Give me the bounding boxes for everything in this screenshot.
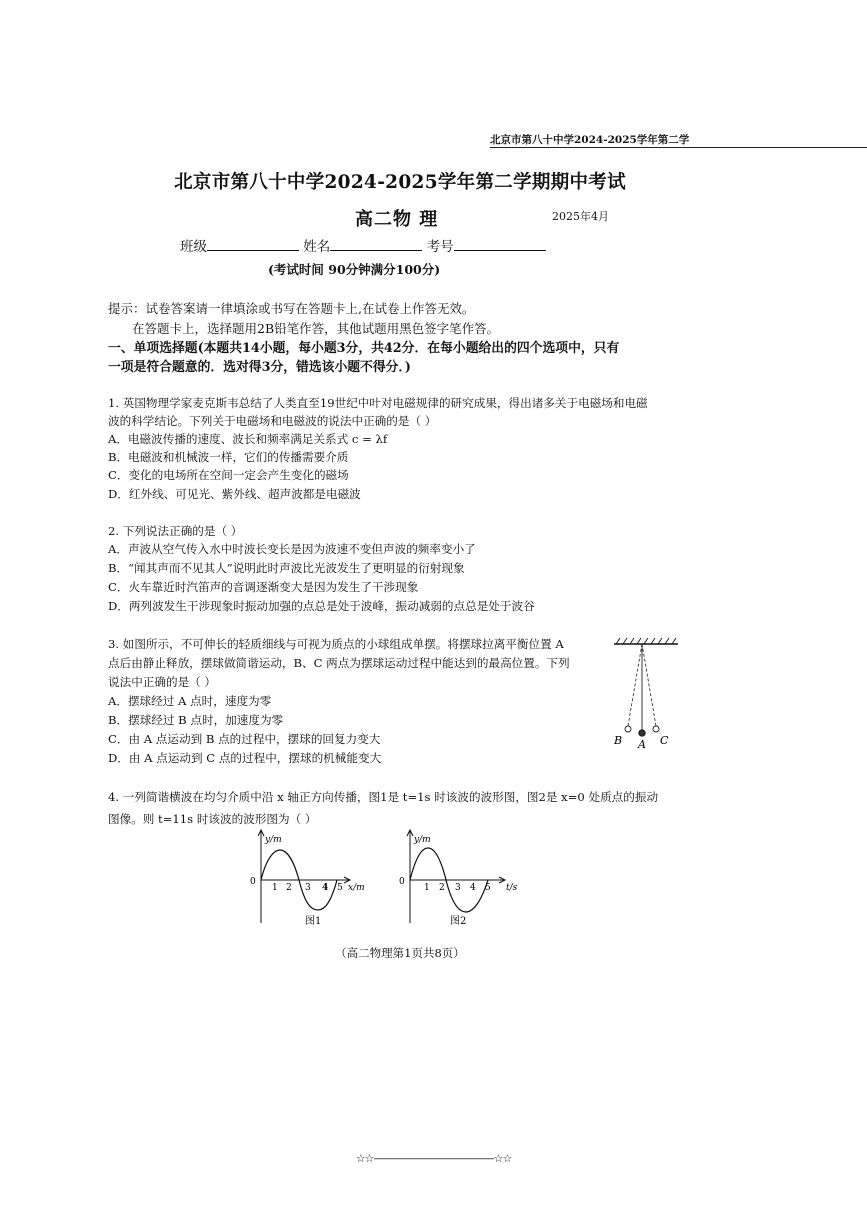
pendulum-label-c: C [660,734,669,747]
section-heading-line-2: 一项是符合题意的．选对得3分，错选该小题不得分．) [108,360,411,375]
graph1-tick-5: 5 [337,883,343,893]
class-label: 班级 [180,239,207,255]
question-4-stem-line-1: 4. 一列简谐横波在均匀介质中沿 x 轴正方向传播，图1是 t=1s 时该波的波形图，图2是 x=0 处质点的振动 [108,790,659,804]
graph1-caption: 图1 [305,916,322,927]
wave-graph-1 [245,828,365,928]
name-blank [330,238,422,251]
graph1-origin-label: 0 [250,877,256,887]
subject-heading: 高二物 理 [355,209,439,230]
bottom-star-divider: ☆☆————————————☆☆ [355,1152,512,1165]
wave-graph-2 [398,828,523,928]
question-1-option-a: A．电磁波传播的速度、波长和频率满足关系式 c = λf [108,432,388,446]
tip-line-2: 在答题卡上，选择题用2B铅笔作答，其他试题用黑色签字笔作答。 [132,321,500,336]
class-blank [207,238,299,251]
ball-position-a [639,730,645,736]
graph1-tick-1: 1 [272,883,278,893]
question-1-option-c: C．变化的电场所在空间一定会产生变化的磁场 [108,468,349,482]
string-to-c [642,644,656,726]
pendulum-label-a: A [638,738,646,751]
id-label: 考号 [426,239,454,255]
exam-title: 北京市第八十中学2024-2025学年第二学期期中考试 [174,172,626,193]
question-3-stem-line-3: 说法中正确的是（ ） [108,675,217,689]
ball-position-c [653,726,659,732]
page-footer: （高二物理第1页共8页） [335,946,465,960]
student-info-line [180,235,546,255]
pendulum-label-b: B [614,734,623,747]
question-3-option-b: B．摆球经过 B 点时，加速度为零 [108,713,284,727]
question-1-option-b: B．电磁波和机械波一样，它们的传播需要介质 [108,450,349,464]
question-2-option-c: C．火车靠近时汽笛声的音调逐渐变大是因为发生了干涉现象 [108,580,419,594]
string-to-b [628,644,642,726]
name-label: 姓名 [303,239,331,255]
graph2-tick-5: 5 [485,883,491,893]
graph1-y-label: y/m [265,835,282,845]
question-2-option-b: B．“闻其声而不见其人”说明此时声波比光波发生了更明显的衍射现象 [108,561,465,575]
graph2-tick-2: 2 [439,883,445,893]
question-3-option-d: D．由 A 点运动到 C 点的过程中，摆球的机械能变大 [108,751,382,765]
pendulum-diagram [606,638,686,753]
graph2-tick-4: 4 [470,883,476,893]
graph2-y-label: y/m [414,835,431,845]
graph1-tick-3: 3 [305,883,311,893]
tip-line-1: 提示：试卷答案请一律填涂或书写在答题卡上,在试卷上作答无效。 [108,301,475,316]
id-blank [454,238,546,251]
question-3-option-a: A．摆球经过 A 点时，速度为零 [108,694,272,708]
graph1-tick-4: 4 [322,883,329,893]
exam-date: 2025年4月 [552,210,609,223]
graph2-caption: 图2 [450,916,467,927]
question-1-option-d: D．红外线、可见光、紫外线、超声波都是电磁波 [108,487,361,501]
graph2-tick-1: 1 [424,883,430,893]
header-school-tag: 北京市第八十中学2024-2025学年第二学 [490,133,867,148]
question-1-stem-line-1: 1. 英国物理学家麦克斯韦总结了人类直至19世纪中叶对电磁规律的研究成果，得出诸多关于电磁场和电磁 [108,396,648,410]
graph1-x-label: x/m [348,883,365,893]
question-2-option-a: A．声波从空气传入水中时波长变长是因为波速不变但声波的频率变小了 [108,542,476,556]
question-4-stem-line-2: 图像。则 t=11s 时该波的波形图为（ ） [108,812,317,826]
question-2-option-d: D．两列波发生干涉现象时振动加强的点总是处于波峰，振动减弱的点总是处于波谷 [108,599,535,613]
ball-position-b [625,726,631,732]
exam-time-note: (考试时间 90分钟满分100分) [268,262,441,277]
section-heading-line-1: 一、单项选择题(本题共14小题，每小题3分，共42分．在每小题给出的四个选项中，只有 [108,341,620,356]
graph1-tick-2: 2 [286,883,292,893]
graph2-x-label: t/s [506,883,518,893]
question-3-stem-line-2: 点后由静止释放，摆球做简谐运动，B、C 两点为摆球运动过程中能达到的最高位置。下列 [108,656,570,670]
graph2-origin-label: 0 [399,877,405,887]
graph2-tick-3: 3 [455,883,461,893]
ceiling-hatch [616,638,676,644]
question-1-stem-line-2: 波的科学结论。下列关于电磁场和电磁波的说法中正确的是（ ） [108,414,437,428]
question-2-stem: 2. 下列说法正确的是（ ） [108,524,243,538]
question-3-stem-line-1: 3. 如图所示，不可伸长的轻质细线与可视为质点的小球组成单摆。将摆球拉离平衡位置 A [108,637,564,651]
question-3-option-c: C．由 A 点运动到 B 点的过程中，摆球的回复力变大 [108,732,381,746]
